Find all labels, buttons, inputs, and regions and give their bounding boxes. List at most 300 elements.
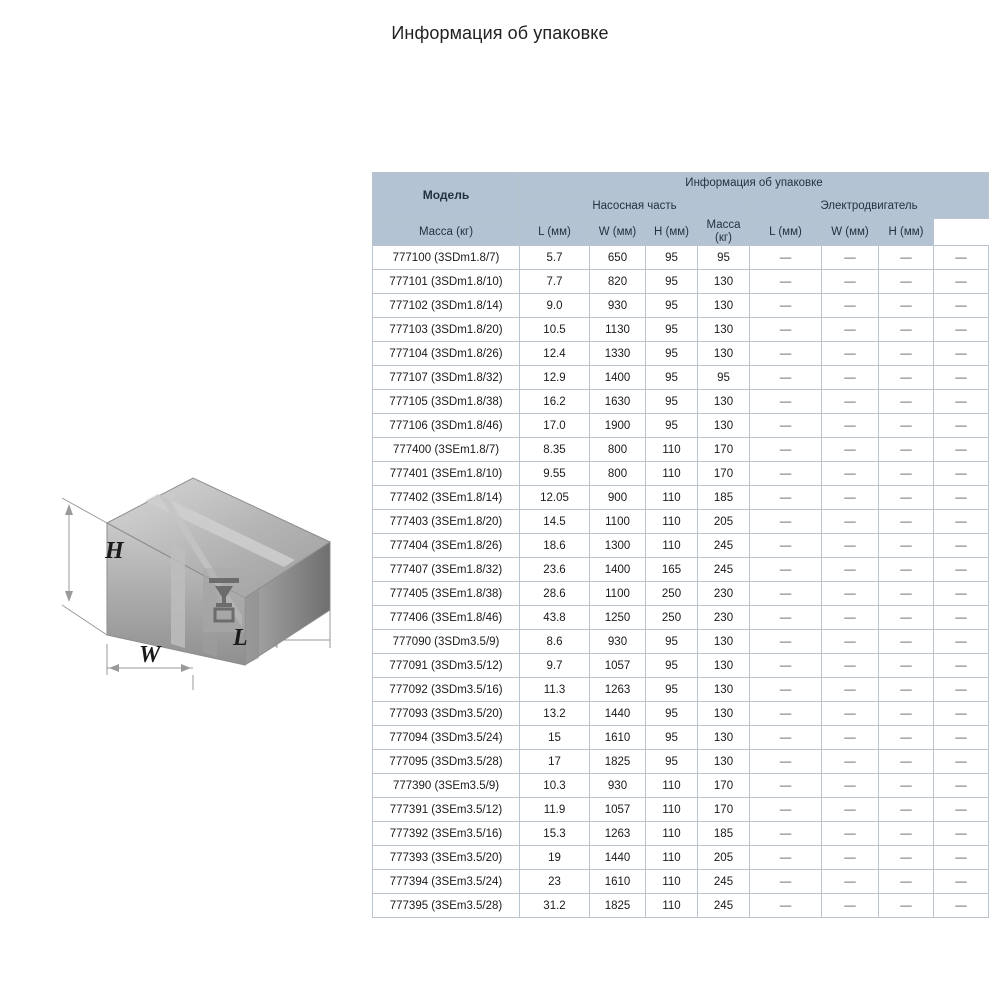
column-group-motor: Электродвигатель xyxy=(750,196,989,219)
cell-motor-w: — xyxy=(879,414,934,438)
cell-motor-w: — xyxy=(879,294,934,318)
cell-pump-mass: 12.9 xyxy=(520,366,590,390)
cell-pump-w: 110 xyxy=(646,798,698,822)
cell-pump-h: 130 xyxy=(698,726,750,750)
cell-motor-h: — xyxy=(934,294,989,318)
dimension-label-h: H xyxy=(105,538,124,564)
cell-pump-w: 95 xyxy=(646,318,698,342)
cell-pump-w: 95 xyxy=(646,678,698,702)
cell-pump-mass: 9.55 xyxy=(520,462,590,486)
cell-motor-mass: — xyxy=(750,750,822,774)
cell-pump-mass: 14.5 xyxy=(520,510,590,534)
cell-pump-h: 245 xyxy=(698,870,750,894)
cell-pump-h: 95 xyxy=(698,366,750,390)
cell-pump-l: 930 xyxy=(590,294,646,318)
cell-motor-w: — xyxy=(879,798,934,822)
cell-pump-h: 170 xyxy=(698,774,750,798)
cell-model: 777401 (3SEm1.8/10) xyxy=(373,462,520,486)
cell-motor-mass: — xyxy=(750,534,822,558)
cell-motor-mass: — xyxy=(750,414,822,438)
cell-motor-h: — xyxy=(934,270,989,294)
cell-pump-l: 930 xyxy=(590,630,646,654)
cell-pump-mass: 16.2 xyxy=(520,390,590,414)
cell-motor-w: — xyxy=(879,438,934,462)
cell-motor-h: — xyxy=(934,678,989,702)
cell-pump-l: 1440 xyxy=(590,846,646,870)
cell-motor-mass: — xyxy=(750,486,822,510)
cell-pump-h: 185 xyxy=(698,822,750,846)
cell-motor-w: — xyxy=(879,654,934,678)
cell-pump-mass: 12.4 xyxy=(520,342,590,366)
column-header-pump-mass: Масса (кг) xyxy=(373,219,520,246)
cell-pump-w: 95 xyxy=(646,270,698,294)
cell-pump-h: 245 xyxy=(698,534,750,558)
cell-pump-l: 800 xyxy=(590,438,646,462)
cell-motor-w: — xyxy=(879,606,934,630)
cell-pump-mass: 15.3 xyxy=(520,822,590,846)
cell-pump-l: 650 xyxy=(590,246,646,270)
cell-motor-h: — xyxy=(934,822,989,846)
table-row xyxy=(373,702,989,726)
cell-pump-l: 1610 xyxy=(590,726,646,750)
cell-model: 777101 (3SDm1.8/10) xyxy=(373,270,520,294)
cell-motor-mass: — xyxy=(750,438,822,462)
cell-pump-mass: 17.0 xyxy=(520,414,590,438)
cell-pump-l: 1100 xyxy=(590,582,646,606)
cell-motor-l: — xyxy=(822,822,879,846)
cell-pump-w: 110 xyxy=(646,774,698,798)
cell-pump-h: 245 xyxy=(698,558,750,582)
cell-motor-h: — xyxy=(934,798,989,822)
cell-motor-mass: — xyxy=(750,678,822,702)
cell-pump-l: 1825 xyxy=(590,750,646,774)
cell-pump-mass: 9.7 xyxy=(520,654,590,678)
cell-model: 777103 (3SDm1.8/20) xyxy=(373,318,520,342)
cell-pump-mass: 23.6 xyxy=(520,558,590,582)
cell-pump-l: 930 xyxy=(590,774,646,798)
cell-motor-l: — xyxy=(822,318,879,342)
cell-model: 777394 (3SEm3.5/24) xyxy=(373,870,520,894)
cell-motor-w: — xyxy=(879,510,934,534)
cell-motor-l: — xyxy=(822,678,879,702)
cell-motor-h: — xyxy=(934,870,989,894)
cell-pump-w: 95 xyxy=(646,294,698,318)
dimension-label-w: W xyxy=(139,642,161,668)
cell-model: 777395 (3SEm3.5/28) xyxy=(373,894,520,918)
cell-pump-h: 230 xyxy=(698,606,750,630)
cell-motor-mass: — xyxy=(750,462,822,486)
cell-motor-w: — xyxy=(879,582,934,606)
cell-pump-h: 130 xyxy=(698,270,750,294)
cell-pump-w: 95 xyxy=(646,630,698,654)
cell-motor-l: — xyxy=(822,294,879,318)
cell-motor-l: — xyxy=(822,702,879,726)
table-row xyxy=(373,342,989,366)
cell-pump-w: 110 xyxy=(646,438,698,462)
cell-motor-mass: — xyxy=(750,798,822,822)
cell-model: 777104 (3SDm1.8/26) xyxy=(373,342,520,366)
cell-motor-w: — xyxy=(879,774,934,798)
table-header-row-units xyxy=(373,219,989,246)
table-row xyxy=(373,606,989,630)
cell-motor-l: — xyxy=(822,486,879,510)
cell-pump-mass: 17 xyxy=(520,750,590,774)
cell-motor-h: — xyxy=(934,774,989,798)
cell-motor-w: — xyxy=(879,462,934,486)
cell-model: 777391 (3SEm3.5/12) xyxy=(373,798,520,822)
table-row xyxy=(373,270,989,294)
cell-model: 777390 (3SEm3.5/9) xyxy=(373,774,520,798)
cell-pump-mass: 11.3 xyxy=(520,678,590,702)
cell-motor-l: — xyxy=(822,846,879,870)
cell-motor-w: — xyxy=(879,726,934,750)
cell-motor-h: — xyxy=(934,702,989,726)
cell-motor-h: — xyxy=(934,726,989,750)
cell-motor-mass: — xyxy=(750,630,822,654)
cell-pump-l: 1825 xyxy=(590,894,646,918)
cell-motor-mass: — xyxy=(750,726,822,750)
table-row xyxy=(373,678,989,702)
cell-motor-w: — xyxy=(879,342,934,366)
cell-motor-h: — xyxy=(934,366,989,390)
cell-model: 777094 (3SDm3.5/24) xyxy=(373,726,520,750)
cell-motor-l: — xyxy=(822,726,879,750)
cell-motor-h: — xyxy=(934,462,989,486)
cell-motor-h: — xyxy=(934,390,989,414)
cell-pump-h: 130 xyxy=(698,654,750,678)
cell-motor-mass: — xyxy=(750,294,822,318)
cell-pump-w: 110 xyxy=(646,870,698,894)
cell-motor-l: — xyxy=(822,438,879,462)
cell-motor-l: — xyxy=(822,534,879,558)
cell-pump-w: 95 xyxy=(646,342,698,366)
cell-pump-h: 170 xyxy=(698,462,750,486)
cell-pump-w: 95 xyxy=(646,702,698,726)
cell-motor-h: — xyxy=(934,894,989,918)
cell-pump-mass: 15 xyxy=(520,726,590,750)
cell-motor-l: — xyxy=(822,366,879,390)
cell-motor-w: — xyxy=(879,534,934,558)
table-row xyxy=(373,366,989,390)
cell-motor-l: — xyxy=(822,390,879,414)
cell-pump-l: 1057 xyxy=(590,654,646,678)
cell-model: 777091 (3SDm3.5/12) xyxy=(373,654,520,678)
cell-motor-mass: — xyxy=(750,894,822,918)
cell-motor-h: — xyxy=(934,318,989,342)
cell-pump-h: 130 xyxy=(698,294,750,318)
column-header-motor-mass: Масса (кг) xyxy=(698,219,750,246)
cell-model: 777107 (3SDm1.8/32) xyxy=(373,366,520,390)
cell-motor-l: — xyxy=(822,246,879,270)
cell-motor-h: — xyxy=(934,582,989,606)
cell-pump-mass: 7.7 xyxy=(520,270,590,294)
cell-motor-w: — xyxy=(879,678,934,702)
cell-pump-l: 1300 xyxy=(590,534,646,558)
cell-motor-l: — xyxy=(822,342,879,366)
cell-pump-w: 110 xyxy=(646,822,698,846)
cell-motor-w: — xyxy=(879,822,934,846)
cell-motor-l: — xyxy=(822,894,879,918)
cell-pump-w: 95 xyxy=(646,654,698,678)
cell-motor-h: — xyxy=(934,246,989,270)
cell-motor-mass: — xyxy=(750,822,822,846)
cell-motor-h: — xyxy=(934,606,989,630)
table-row xyxy=(373,438,989,462)
cell-model: 777405 (3SEm1.8/38) xyxy=(373,582,520,606)
cell-motor-l: — xyxy=(822,582,879,606)
cell-pump-w: 95 xyxy=(646,414,698,438)
cell-pump-h: 185 xyxy=(698,486,750,510)
table-row xyxy=(373,894,989,918)
cell-pump-w: 95 xyxy=(646,246,698,270)
cell-motor-w: — xyxy=(879,750,934,774)
cell-pump-mass: 12.05 xyxy=(520,486,590,510)
column-header-motor-h: H (мм) xyxy=(879,219,934,246)
cell-pump-l: 1900 xyxy=(590,414,646,438)
table-row xyxy=(373,318,989,342)
cell-motor-w: — xyxy=(879,894,934,918)
cell-motor-l: — xyxy=(822,630,879,654)
cell-pump-l: 800 xyxy=(590,462,646,486)
table-row xyxy=(373,246,989,270)
page-title: Информация об упаковке xyxy=(391,23,609,43)
cell-pump-h: 95 xyxy=(698,246,750,270)
table-row xyxy=(373,294,989,318)
table-body xyxy=(373,246,989,918)
cell-model: 777404 (3SEm1.8/26) xyxy=(373,534,520,558)
table-row xyxy=(373,534,989,558)
packaging-info-table xyxy=(372,172,989,918)
table-row xyxy=(373,654,989,678)
cell-motor-w: — xyxy=(879,318,934,342)
column-header-model: Модель xyxy=(373,173,520,219)
cell-pump-h: 130 xyxy=(698,630,750,654)
cell-pump-l: 1263 xyxy=(590,678,646,702)
cell-pump-h: 245 xyxy=(698,894,750,918)
cell-motor-h: — xyxy=(934,630,989,654)
table-header xyxy=(373,173,989,246)
column-header-pump-w: W (мм) xyxy=(590,219,646,246)
cell-motor-l: — xyxy=(822,606,879,630)
cell-pump-w: 95 xyxy=(646,750,698,774)
cell-pump-h: 130 xyxy=(698,318,750,342)
cell-pump-h: 130 xyxy=(698,414,750,438)
cell-pump-w: 250 xyxy=(646,606,698,630)
cell-pump-h: 130 xyxy=(698,750,750,774)
cell-pump-l: 1100 xyxy=(590,510,646,534)
cell-pump-h: 205 xyxy=(698,510,750,534)
cell-motor-w: — xyxy=(879,846,934,870)
cell-motor-mass: — xyxy=(750,582,822,606)
cell-pump-w: 250 xyxy=(646,582,698,606)
column-group-pump: Насосная часть xyxy=(520,196,750,219)
cell-model: 777100 (3SDm1.8/7) xyxy=(373,246,520,270)
table-row xyxy=(373,582,989,606)
table-header-row-top xyxy=(373,173,989,196)
cell-pump-l: 1057 xyxy=(590,798,646,822)
cell-motor-h: — xyxy=(934,654,989,678)
column-group-packaging: Информация об упаковке xyxy=(520,173,989,196)
cell-motor-l: — xyxy=(822,654,879,678)
cell-pump-l: 1440 xyxy=(590,702,646,726)
cell-pump-w: 110 xyxy=(646,534,698,558)
cell-motor-h: — xyxy=(934,846,989,870)
column-header-pump-h: H (мм) xyxy=(646,219,698,246)
table-row xyxy=(373,510,989,534)
cell-motor-h: — xyxy=(934,414,989,438)
cell-motor-l: — xyxy=(822,870,879,894)
cell-model: 777095 (3SDm3.5/28) xyxy=(373,750,520,774)
cell-pump-w: 110 xyxy=(646,846,698,870)
cell-pump-h: 170 xyxy=(698,438,750,462)
cell-motor-h: — xyxy=(934,750,989,774)
table-row xyxy=(373,462,989,486)
cell-pump-l: 1130 xyxy=(590,318,646,342)
table-row xyxy=(373,798,989,822)
cell-model: 777392 (3SEm3.5/16) xyxy=(373,822,520,846)
cell-pump-w: 110 xyxy=(646,510,698,534)
cell-pump-h: 130 xyxy=(698,678,750,702)
cell-pump-mass: 5.7 xyxy=(520,246,590,270)
cell-motor-w: — xyxy=(879,702,934,726)
column-header-pump-l: L (мм) xyxy=(520,219,590,246)
cell-pump-mass: 23 xyxy=(520,870,590,894)
cell-motor-l: — xyxy=(822,750,879,774)
cell-motor-l: — xyxy=(822,774,879,798)
cell-pump-l: 1400 xyxy=(590,366,646,390)
cell-model: 777403 (3SEm1.8/20) xyxy=(373,510,520,534)
cell-motor-mass: — xyxy=(750,558,822,582)
cell-model: 777090 (3SDm3.5/9) xyxy=(373,630,520,654)
cell-model: 777393 (3SEm3.5/20) xyxy=(373,846,520,870)
table-row xyxy=(373,846,989,870)
cell-motor-w: — xyxy=(879,558,934,582)
cell-motor-mass: — xyxy=(750,846,822,870)
cell-pump-mass: 10.3 xyxy=(520,774,590,798)
cell-motor-mass: — xyxy=(750,246,822,270)
cell-pump-h: 130 xyxy=(698,702,750,726)
cell-pump-w: 110 xyxy=(646,486,698,510)
cell-motor-w: — xyxy=(879,870,934,894)
cell-model: 777407 (3SEm1.8/32) xyxy=(373,558,520,582)
cell-motor-mass: — xyxy=(750,654,822,678)
cell-pump-mass: 31.2 xyxy=(520,894,590,918)
cell-pump-l: 1250 xyxy=(590,606,646,630)
cell-pump-w: 110 xyxy=(646,462,698,486)
cell-pump-mass: 19 xyxy=(520,846,590,870)
dimension-label-l: L xyxy=(233,625,248,651)
cell-motor-w: — xyxy=(879,246,934,270)
cell-pump-h: 130 xyxy=(698,342,750,366)
cell-motor-mass: — xyxy=(750,870,822,894)
cell-motor-h: — xyxy=(934,534,989,558)
table-row xyxy=(373,390,989,414)
table-row xyxy=(373,774,989,798)
cell-motor-mass: — xyxy=(750,366,822,390)
table-row xyxy=(373,630,989,654)
cell-motor-mass: — xyxy=(750,342,822,366)
cell-motor-w: — xyxy=(879,486,934,510)
cell-pump-l: 1263 xyxy=(590,822,646,846)
column-header-motor-l: L (мм) xyxy=(750,219,822,246)
cell-pump-mass: 18.6 xyxy=(520,534,590,558)
cell-pump-mass: 28.6 xyxy=(520,582,590,606)
cell-motor-l: — xyxy=(822,558,879,582)
cell-pump-h: 130 xyxy=(698,390,750,414)
cell-motor-l: — xyxy=(822,510,879,534)
cell-model: 777092 (3SDm3.5/16) xyxy=(373,678,520,702)
package-box-illustration xyxy=(45,420,355,690)
cell-motor-mass: — xyxy=(750,510,822,534)
cell-motor-mass: — xyxy=(750,390,822,414)
cell-pump-w: 110 xyxy=(646,894,698,918)
cell-motor-w: — xyxy=(879,390,934,414)
cell-pump-mass: 9.0 xyxy=(520,294,590,318)
cell-motor-mass: — xyxy=(750,774,822,798)
cell-motor-w: — xyxy=(879,366,934,390)
cell-pump-l: 1610 xyxy=(590,870,646,894)
cell-motor-h: — xyxy=(934,438,989,462)
cell-pump-h: 205 xyxy=(698,846,750,870)
cell-motor-mass: — xyxy=(750,270,822,294)
cell-motor-w: — xyxy=(879,270,934,294)
cell-pump-h: 230 xyxy=(698,582,750,606)
cell-motor-l: — xyxy=(822,462,879,486)
table-row xyxy=(373,822,989,846)
cell-motor-h: — xyxy=(934,486,989,510)
cell-pump-mass: 43.8 xyxy=(520,606,590,630)
cell-motor-h: — xyxy=(934,510,989,534)
cell-pump-l: 1330 xyxy=(590,342,646,366)
cell-pump-h: 170 xyxy=(698,798,750,822)
cell-model: 777400 (3SEm1.8/7) xyxy=(373,438,520,462)
cell-pump-l: 1400 xyxy=(590,558,646,582)
cell-motor-h: — xyxy=(934,558,989,582)
cell-motor-mass: — xyxy=(750,318,822,342)
table-row xyxy=(373,486,989,510)
cell-pump-w: 165 xyxy=(646,558,698,582)
column-header-motor-w: W (мм) xyxy=(822,219,879,246)
cell-pump-mass: 11.9 xyxy=(520,798,590,822)
table-row xyxy=(373,750,989,774)
cell-motor-mass: — xyxy=(750,702,822,726)
cell-pump-w: 95 xyxy=(646,726,698,750)
table-row xyxy=(373,870,989,894)
cell-pump-w: 95 xyxy=(646,366,698,390)
cell-motor-w: — xyxy=(879,630,934,654)
table-row xyxy=(373,726,989,750)
cell-model: 777406 (3SEm1.8/46) xyxy=(373,606,520,630)
cell-pump-l: 1630 xyxy=(590,390,646,414)
cell-motor-h: — xyxy=(934,342,989,366)
table-row xyxy=(373,414,989,438)
cell-pump-mass: 8.35 xyxy=(520,438,590,462)
cell-model: 777102 (3SDm1.8/14) xyxy=(373,294,520,318)
table-row xyxy=(373,558,989,582)
cell-pump-mass: 13.2 xyxy=(520,702,590,726)
cell-motor-l: — xyxy=(822,270,879,294)
cell-model: 777093 (3SDm3.5/20) xyxy=(373,702,520,726)
cell-model: 777106 (3SDm1.8/46) xyxy=(373,414,520,438)
cell-pump-mass: 8.6 xyxy=(520,630,590,654)
cell-motor-mass: — xyxy=(750,606,822,630)
cell-pump-mass: 10.5 xyxy=(520,318,590,342)
cell-model: 777105 (3SDm1.8/38) xyxy=(373,390,520,414)
cell-motor-l: — xyxy=(822,414,879,438)
cell-pump-l: 820 xyxy=(590,270,646,294)
cell-motor-l: — xyxy=(822,798,879,822)
cell-model: 777402 (3SEm1.8/14) xyxy=(373,486,520,510)
